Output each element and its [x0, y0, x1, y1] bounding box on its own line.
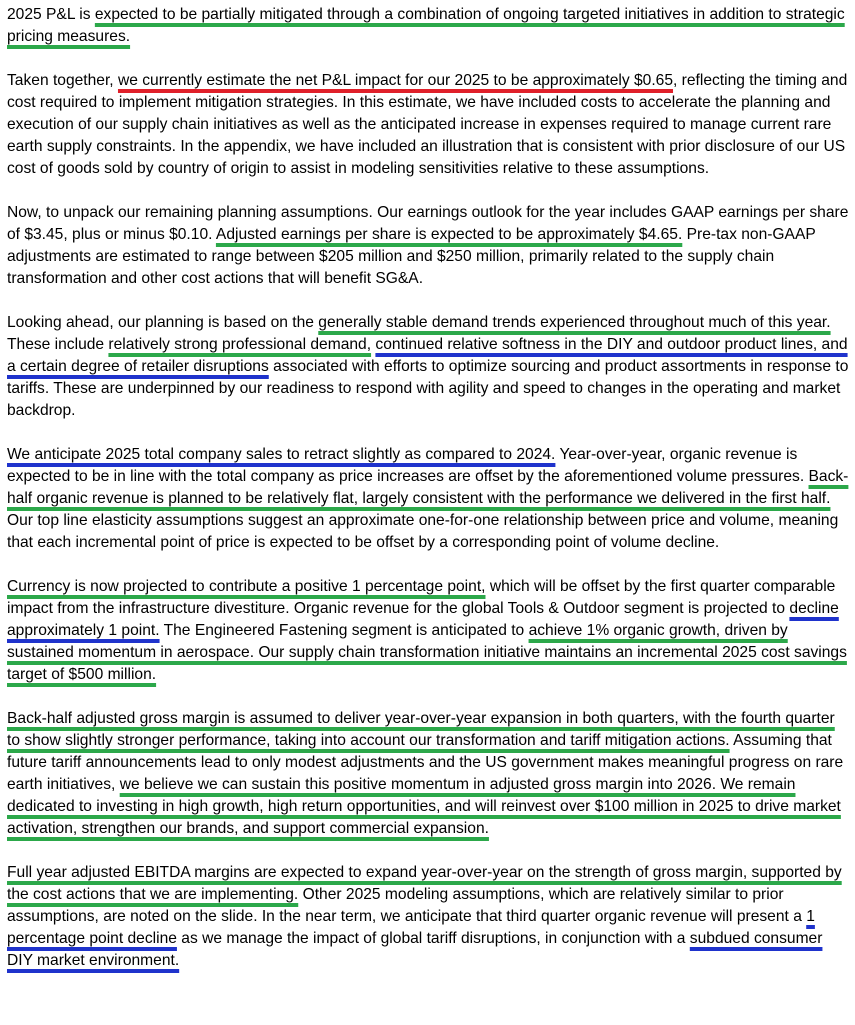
transcript-paragraph	[7, 202, 849, 290]
paragraph-text: Year-over-year, organic revenue is expected to be in line with the total company as price increases are offset by the aforementioned volume pressures.	[7, 446, 809, 485]
transcript-paragraph	[7, 862, 849, 972]
green-underlined-highlight: generally stable demand trends experienced throughout much of this year.	[318, 314, 831, 331]
green-underlined-highlight: achieve 1% organic growth, driven by sustained momentum in aerospace. Our supply chain transformation initiative maintains an incremental 2025 cost savings target of $500 million.	[7, 622, 847, 683]
paragraph-text: Now, to unpack our remaining planning assumptions. Our earnings outlook for the year includes GAAP earnings per share of $3.45, plus or minus $0.10.	[7, 204, 849, 243]
blue-underlined-highlight: continued relative softness in the DIY and outdoor product lines, and a certain degree of retailer disruptions	[7, 336, 848, 375]
paragraph-text: The Engineered Fastening segment is anticipated to	[159, 622, 529, 639]
paragraph-text: Our top line elasticity assumptions suggest an approximate one-for-one relationship between price and volume, meaning that each incremental point of price is expected to be offset by a corresponding point of volume decline.	[7, 512, 839, 551]
red-underlined-highlight: we currently estimate the net P&L impact for our 2025 to be approximately $0.65	[117, 72, 674, 89]
paragraph-text: 2025 P&L is	[7, 6, 95, 23]
blue-underlined-highlight: We anticipate 2025 total company sales to retract slightly as compared to 2024.	[7, 446, 556, 463]
green-underlined-highlight: Back-half adjusted gross margin is assumed to deliver year-over-year expansion in both quarters, with the fourth quarter to show slightly stronger performance, taking into account our transformation and tariff mitigation actions.	[7, 710, 835, 749]
transcript-paragraph	[7, 444, 849, 554]
paragraph-text: , reflecting the timing and cost required to implement mitigation strategies. In this estimate, we have included costs to accelerate the planning and execution of our supply chain initiatives as well as the anticipated increase in expenses required to manage current rare earth supply constraints. In the appendix, we have included an illustration that is consistent with prior disclosure of our US cost of goods sold by country of origin to assist in modeling sensitivities relative to these assumptions.	[7, 72, 848, 177]
paragraph-text: Assuming that future tariff announcements lead to only modest adjustments and the US government makes meaningful progress on rare earth initiatives,	[7, 732, 844, 793]
green-underlined-highlight: Adjusted earnings per share is expected to be approximately $4.65.	[215, 226, 683, 243]
paragraph-text: Looking ahead, our planning is based on the	[7, 314, 319, 331]
green-underlined-highlight: expected to be partially mitigated through a combination of ongoing targeted initiatives in addition to strategic pricing measures.	[7, 6, 845, 45]
blue-underlined-highlight: subdued consumer DIY market environment.	[7, 930, 823, 969]
paragraph-text: which will be offset by the first quarter comparable impact from the infrastructure divestiture. Organic revenue for the global Tools & Outdoor segment is projected to	[7, 578, 836, 617]
paragraph-text: as we manage the impact of global tariff disruptions, in conjunction with a	[176, 930, 690, 947]
paragraph-text: Taken together,	[7, 72, 118, 89]
blue-underlined-highlight: 1 percentage point decline	[7, 908, 815, 947]
green-underlined-highlight: Full year adjusted EBITDA margins are expected to expand year-over-year on the strength of gross margin, supported by the cost actions that we are implementing.	[7, 864, 842, 903]
transcript-paragraph	[7, 4, 849, 48]
green-underlined-highlight: Currency is now projected to contribute a positive 1 percentage point,	[7, 578, 486, 595]
paragraph-text: associated with efforts to optimize sourcing and product assortments in response to tariffs. These are underpinned by our readiness to respond with agility and speed to changes in the operating and market backdrop.	[7, 358, 849, 419]
green-underlined-highlight: we believe we can sustain this positive momentum in adjusted gross margin into 2026. We remain dedicated to investing in high growth, high return opportunities, and will reinvest over $100 million in 2025 to drive market activation, strengthen our brands, and support commercial expansion.	[7, 776, 841, 837]
transcript-paragraph	[7, 70, 849, 180]
transcript-paragraph	[7, 576, 849, 686]
blue-underlined-highlight: decline approximately 1 point.	[7, 600, 839, 639]
green-underlined-highlight: Back-half organic revenue is planned to be relatively flat, largely consistent with the performance we delivered in the first half.	[7, 468, 849, 507]
paragraph-text: Pre-tax non-GAAP adjustments are estimated to range between $205 million and $250 million, primarily related to the supply chain transformation and other cost actions that will benefit SG&A.	[7, 226, 816, 287]
paragraph-text: These include	[7, 336, 109, 353]
paragraph-text: Other 2025 modeling assumptions, which are relatively similar to prior assumptions, are noted on the slide. In the near term, we anticipate that third quarter organic revenue will present a	[7, 886, 807, 925]
transcript-paragraph	[7, 312, 849, 422]
green-underlined-highlight: relatively strong professional demand,	[108, 336, 372, 353]
transcript-paragraph	[7, 708, 849, 840]
